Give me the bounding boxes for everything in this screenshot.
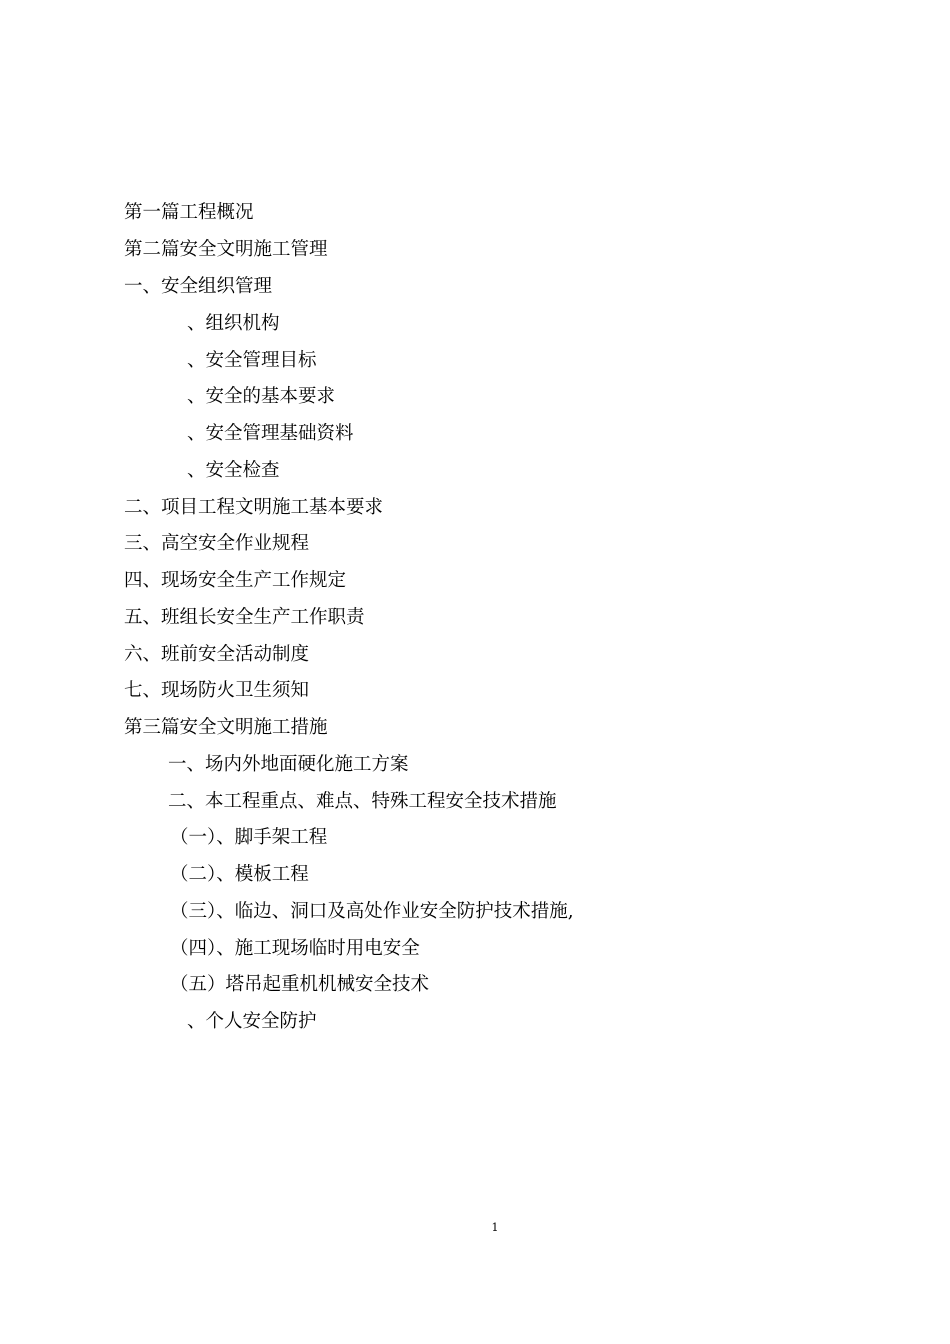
toc-item: 第一篇工程概况 [124, 202, 254, 223]
toc-item: 一、安全组织管理 [124, 276, 273, 297]
toc-item: 一、场内外地面硬化施工方案 [168, 754, 409, 775]
page-number: 1 [491, 1221, 499, 1234]
toc-item: （一）、脚手架工程 [170, 827, 328, 848]
toc-item: 二、项目工程文明施工基本要求 [124, 497, 384, 518]
toc-item: 、安全的基本要求 [187, 386, 336, 407]
toc-item: 五、班组长安全生产工作职责 [124, 607, 365, 628]
toc-item: 、安全管理目标 [187, 350, 317, 371]
toc-item: 第二篇安全文明施工管理 [124, 239, 328, 260]
toc-item: 第三篇安全文明施工措施 [124, 717, 328, 738]
toc-item: （二）、模板工程 [170, 864, 309, 885]
toc-item: （四）、施工现场临时用电安全 [170, 938, 420, 959]
toc-item: 三、高空安全作业规程 [124, 533, 310, 554]
toc-item: 、安全管理基础资料 [187, 423, 354, 444]
toc-item: （三）、临边、洞口及高处作业安全防护技术措施, [170, 901, 574, 922]
toc-item: （五）塔吊起重机机械安全技术 [170, 974, 430, 995]
toc-item: 四、现场安全生产工作规定 [124, 570, 347, 591]
toc-item: 二、本工程重点、难点、特殊工程安全技术措施 [168, 791, 557, 812]
toc-item: 六、班前安全活动制度 [124, 644, 310, 665]
toc-item: 、组织机构 [187, 313, 280, 334]
toc-item: 七、现场防火卫生须知 [124, 680, 310, 701]
toc-item: 、个人安全防护 [187, 1011, 317, 1032]
toc-item: 、安全检查 [187, 460, 280, 481]
